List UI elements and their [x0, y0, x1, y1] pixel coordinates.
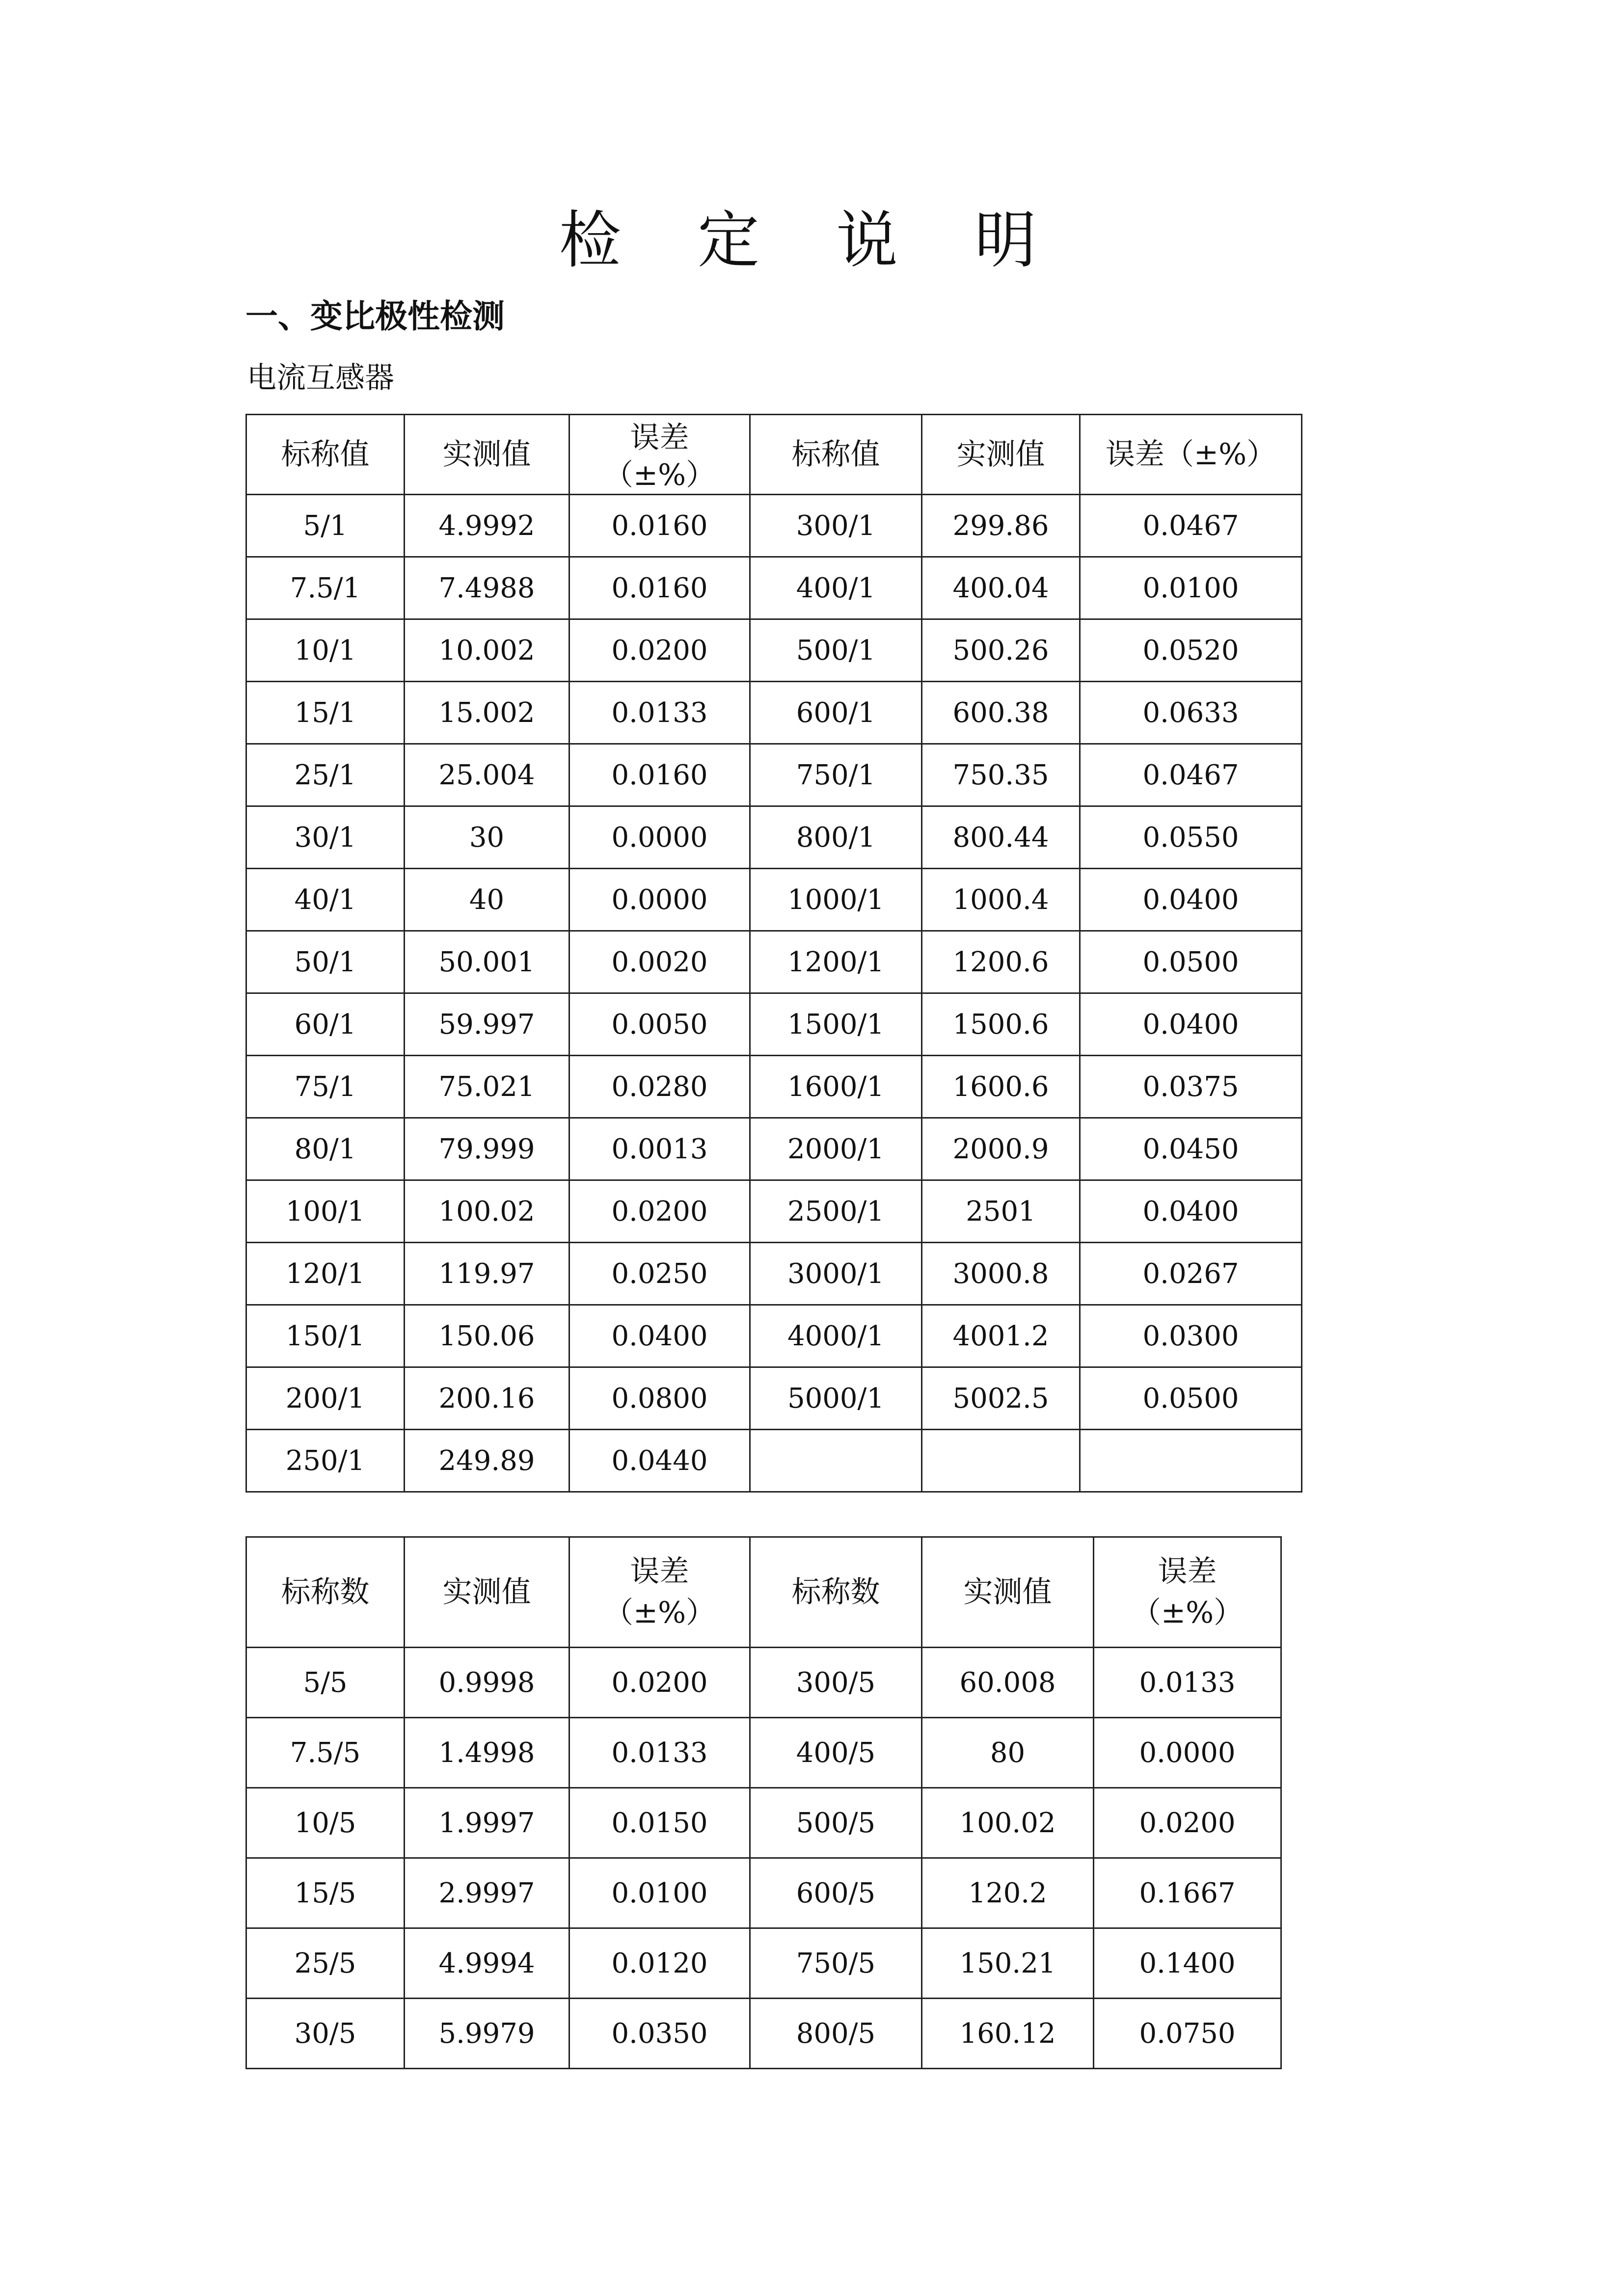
table-cell: 1500/1	[750, 993, 922, 1056]
table-cell: 50.001	[405, 931, 569, 993]
subsection-heading: 电流互感器	[247, 361, 394, 395]
table-cell: 0.0467	[1080, 495, 1302, 557]
table-cell: 400/5	[750, 1718, 922, 1788]
table-cell: 59.997	[405, 993, 569, 1056]
header-error-percent	[569, 1537, 750, 1648]
table-cell: 800.44	[922, 806, 1080, 869]
table-cell: 0.0750	[1094, 1999, 1281, 2069]
table-cell: 79.999	[405, 1118, 569, 1180]
table-cell: 7.5/5	[246, 1718, 405, 1788]
table-cell: 0.0133	[569, 1718, 750, 1788]
table-cell: 1500.6	[922, 993, 1080, 1056]
table-cell: 0.0400	[1080, 869, 1302, 931]
table-cell: 800/5	[750, 1999, 922, 2069]
table-cell: 30/5	[246, 1999, 405, 2069]
table-row	[246, 1718, 1281, 1788]
table-cell: 0.0160	[569, 495, 750, 557]
header-error-line: 误差	[630, 1554, 689, 1589]
table-row	[246, 1928, 1281, 1999]
table-cell: 75.021	[405, 1056, 569, 1118]
table-cell: 0.0000	[569, 869, 750, 931]
table-cell: 1200/1	[750, 931, 922, 993]
header-measured-value: 实测值	[405, 1537, 569, 1648]
table-cell: 60/1	[246, 993, 405, 1056]
header-error-line: 误差	[1158, 1554, 1217, 1589]
table-cell: 1.9997	[405, 1788, 569, 1858]
table-cell: 0.0200	[569, 1648, 750, 1718]
table-row	[246, 1430, 1302, 1492]
table-cell: 750.35	[922, 744, 1080, 806]
table-row	[246, 1788, 1281, 1858]
table-row	[246, 1180, 1302, 1243]
table-cell: 0.0120	[569, 1928, 750, 1999]
table-cell	[1080, 1430, 1302, 1492]
table-cell: 250/1	[246, 1430, 405, 1492]
table-cell: 200/1	[246, 1367, 405, 1430]
table-row	[246, 557, 1302, 619]
table-cell: 150/1	[246, 1305, 405, 1367]
table-cell: 299.86	[922, 495, 1080, 557]
table-cell: 150.21	[922, 1928, 1094, 1999]
table-cell: 0.0000	[569, 806, 750, 869]
header-error-percent: 误差（±%）	[1080, 415, 1302, 495]
table-cell: 0.0400	[1080, 1180, 1302, 1243]
table-cell	[922, 1430, 1080, 1492]
table-row	[246, 1858, 1281, 1928]
header-error-line: 误差	[630, 421, 689, 455]
table-cell: 750/5	[750, 1928, 922, 1999]
table-cell: 0.0280	[569, 1056, 750, 1118]
header-nominal-value: 标称值	[246, 415, 405, 495]
table-cell: 500/1	[750, 619, 922, 682]
table-cell: 80/1	[246, 1118, 405, 1180]
table-cell: 0.0267	[1080, 1243, 1302, 1305]
table-row	[246, 1648, 1281, 1718]
table-cell: 1000.4	[922, 869, 1080, 931]
table-cell: 0.0160	[569, 744, 750, 806]
table-cell: 0.0020	[569, 931, 750, 993]
table-cell: 0.0400	[1080, 993, 1302, 1056]
table-cell: 7.5/1	[246, 557, 405, 619]
table-cell: 10/1	[246, 619, 405, 682]
table-cell: 400/1	[750, 557, 922, 619]
table-cell: 30	[405, 806, 569, 869]
table-cell: 500/5	[750, 1788, 922, 1858]
table-cell: 400.04	[922, 557, 1080, 619]
table-cell: 0.0133	[1094, 1648, 1281, 1718]
table-cell: 0.0550	[1080, 806, 1302, 869]
current-transformer-ratio-table-1	[245, 414, 1302, 1493]
table-cell: 5002.5	[922, 1367, 1080, 1430]
table-cell: 25/5	[246, 1928, 405, 1999]
table-cell: 50/1	[246, 931, 405, 993]
table-cell: 0.0400	[569, 1305, 750, 1367]
table-cell: 600.38	[922, 682, 1080, 744]
table-row	[246, 1367, 1302, 1430]
table-row	[246, 806, 1302, 869]
table-cell: 119.97	[405, 1243, 569, 1305]
table-cell: 80	[922, 1718, 1094, 1788]
header-measured-value: 实测值	[922, 1537, 1094, 1648]
page-title: 检 定 说 明	[559, 204, 1065, 276]
table-cell: 200.16	[405, 1367, 569, 1430]
table-cell: 1000/1	[750, 869, 922, 931]
table-cell: 30/1	[246, 806, 405, 869]
table-cell: 300/1	[750, 495, 922, 557]
table-cell: 25.004	[405, 744, 569, 806]
table-header-row	[246, 1537, 1281, 1648]
table-cell: 750/1	[750, 744, 922, 806]
table-cell: 100/1	[246, 1180, 405, 1243]
table-cell: 0.0300	[1080, 1305, 1302, 1367]
table-row	[246, 682, 1302, 744]
table-cell: 0.0520	[1080, 619, 1302, 682]
header-measured-value: 实测值	[405, 415, 569, 495]
table-cell: 0.0200	[569, 1180, 750, 1243]
header-error-unit-line: （±%）	[603, 458, 716, 492]
table-cell: 2000/1	[750, 1118, 922, 1180]
table-row	[246, 744, 1302, 806]
header-nominal-value: 标称值	[750, 415, 922, 495]
table-cell: 0.0200	[1094, 1788, 1281, 1858]
table-cell: 5/5	[246, 1648, 405, 1718]
header-error-percent	[1094, 1537, 1281, 1648]
table-cell: 0.1400	[1094, 1928, 1281, 1999]
header-measured-value: 实测值	[922, 415, 1080, 495]
table-cell: 0.0800	[569, 1367, 750, 1430]
table-cell: 2501	[922, 1180, 1080, 1243]
table-row	[246, 1056, 1302, 1118]
table-row	[246, 495, 1302, 557]
table-cell: 4000/1	[750, 1305, 922, 1367]
table-cell: 40	[405, 869, 569, 931]
table-cell: 800/1	[750, 806, 922, 869]
table-cell: 3000.8	[922, 1243, 1080, 1305]
table-cell: 10/5	[246, 1788, 405, 1858]
header-error-unit-line: （±%）	[1131, 1596, 1244, 1630]
table-cell: 0.0350	[569, 1999, 750, 2069]
table-cell: 120/1	[246, 1243, 405, 1305]
current-transformer-ratio-table-2	[245, 1536, 1282, 2069]
table-cell: 0.1667	[1094, 1858, 1281, 1928]
table-cell: 300/5	[750, 1648, 922, 1718]
table-cell: 60.008	[922, 1648, 1094, 1718]
table-cell: 4.9992	[405, 495, 569, 557]
table-cell: 15/1	[246, 682, 405, 744]
table-cell: 0.0250	[569, 1243, 750, 1305]
table-cell: 0.0100	[569, 1858, 750, 1928]
table-cell: 25/1	[246, 744, 405, 806]
table-cell: 150.06	[405, 1305, 569, 1367]
table-cell: 0.9998	[405, 1648, 569, 1718]
table-cell: 2.9997	[405, 1858, 569, 1928]
table-cell: 2500/1	[750, 1180, 922, 1243]
table-row	[246, 1243, 1302, 1305]
table-row	[246, 1305, 1302, 1367]
table-cell: 5000/1	[750, 1367, 922, 1430]
table-cell: 7.4988	[405, 557, 569, 619]
table-row	[246, 619, 1302, 682]
table-cell	[750, 1430, 922, 1492]
table-row	[246, 931, 1302, 993]
table-cell: 0.0440	[569, 1430, 750, 1492]
table-cell: 0.0467	[1080, 744, 1302, 806]
table-cell: 1600/1	[750, 1056, 922, 1118]
table-cell: 75/1	[246, 1056, 405, 1118]
table-cell: 2000.9	[922, 1118, 1080, 1180]
table-row	[246, 993, 1302, 1056]
table-cell: 40/1	[246, 869, 405, 931]
header-nominal-number: 标称数	[246, 1537, 405, 1648]
table-cell: 0.0150	[569, 1788, 750, 1858]
table-cell: 4001.2	[922, 1305, 1080, 1367]
table-cell: 15.002	[405, 682, 569, 744]
table-cell: 120.2	[922, 1858, 1094, 1928]
table-cell: 15/5	[246, 1858, 405, 1928]
table-cell: 0.0100	[1080, 557, 1302, 619]
table-row	[246, 1118, 1302, 1180]
table-header-row	[246, 415, 1302, 495]
table-cell: 600/1	[750, 682, 922, 744]
table-cell: 500.26	[922, 619, 1080, 682]
table-cell: 1.4998	[405, 1718, 569, 1788]
table-cell: 249.89	[405, 1430, 569, 1492]
table-cell: 0.0500	[1080, 1367, 1302, 1430]
table-cell: 160.12	[922, 1999, 1094, 2069]
table-cell: 0.0200	[569, 619, 750, 682]
header-error-unit-line: （±%）	[603, 1596, 716, 1630]
table-cell: 0.0500	[1080, 931, 1302, 993]
table-cell: 0.0450	[1080, 1118, 1302, 1180]
table-row	[246, 1999, 1281, 2069]
table-cell: 0.0160	[569, 557, 750, 619]
table-cell: 10.002	[405, 619, 569, 682]
table-cell: 1200.6	[922, 931, 1080, 993]
table-cell: 0.0133	[569, 682, 750, 744]
header-error-percent	[569, 415, 750, 495]
table-cell: 0.0000	[1094, 1718, 1281, 1788]
table-cell: 0.0633	[1080, 682, 1302, 744]
table-cell: 1600.6	[922, 1056, 1080, 1118]
table-cell: 5.9979	[405, 1999, 569, 2069]
table-row	[246, 869, 1302, 931]
table-cell: 0.0050	[569, 993, 750, 1056]
table-cell: 0.0375	[1080, 1056, 1302, 1118]
table-cell: 600/5	[750, 1858, 922, 1928]
table-cell: 4.9994	[405, 1928, 569, 1999]
section-heading: 一、变比极性检测	[245, 297, 505, 335]
table-cell: 0.0013	[569, 1118, 750, 1180]
table-cell: 3000/1	[750, 1243, 922, 1305]
table-cell: 100.02	[405, 1180, 569, 1243]
table-cell: 100.02	[922, 1788, 1094, 1858]
table-cell: 5/1	[246, 495, 405, 557]
header-nominal-number: 标称数	[750, 1537, 922, 1648]
